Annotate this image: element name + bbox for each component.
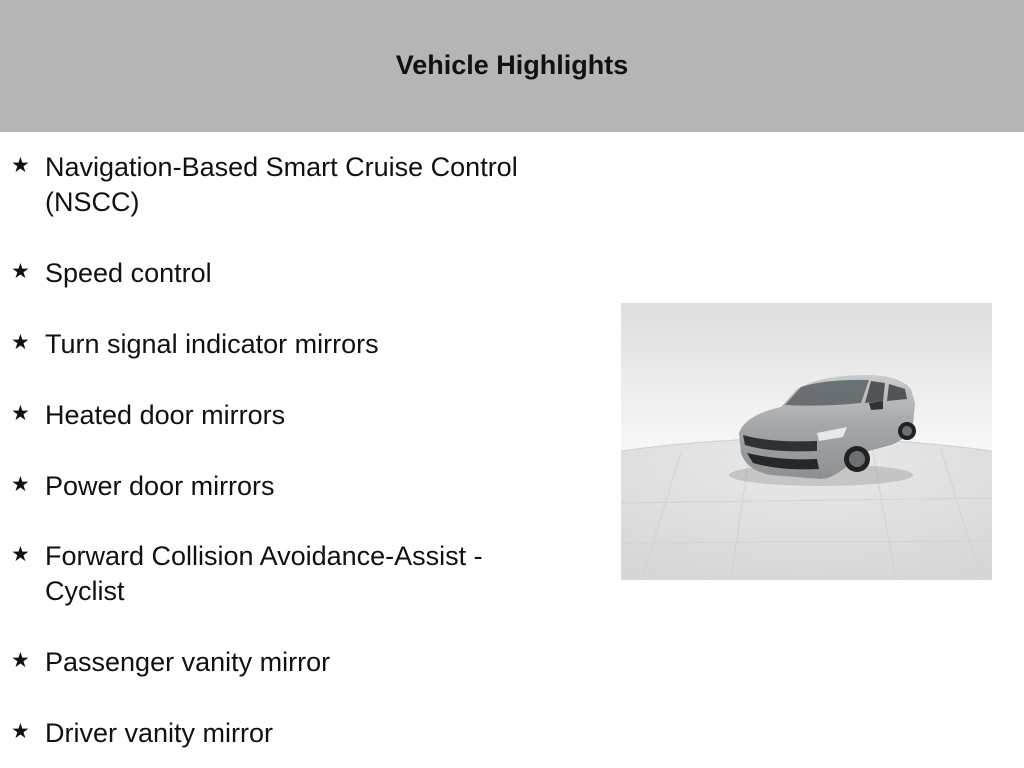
star-icon: ★ xyxy=(11,402,30,425)
feature-item xyxy=(0,716,560,751)
vehicle-image xyxy=(621,303,992,580)
feature-label: Power door mirrors xyxy=(45,471,275,501)
feature-item xyxy=(0,150,560,220)
feature-item xyxy=(0,256,560,291)
feature-label: Speed control xyxy=(45,258,212,288)
header-bar xyxy=(0,0,1024,132)
vehicle-photo xyxy=(621,303,992,580)
star-icon: ★ xyxy=(11,331,30,354)
star-icon: ★ xyxy=(11,473,30,496)
star-icon: ★ xyxy=(11,720,30,743)
feature-item xyxy=(0,327,560,362)
star-icon: ★ xyxy=(11,649,30,672)
feature-label: Forward Collision Avoidance-Assist - Cyclist xyxy=(45,541,483,606)
feature-label: Turn signal indicator mirrors xyxy=(45,329,379,359)
feature-label: Navigation-Based Smart Cruise Control (NSCC) xyxy=(45,152,518,217)
feature-item xyxy=(0,539,560,609)
star-icon: ★ xyxy=(11,260,30,283)
feature-item xyxy=(0,469,560,504)
feature-label: Heated door mirrors xyxy=(45,400,286,430)
page-title: Vehicle Highlights xyxy=(395,49,629,80)
feature-label: Passenger vanity mirror xyxy=(45,647,331,677)
star-icon: ★ xyxy=(11,543,30,566)
star-icon: ★ xyxy=(11,154,30,177)
feature-item xyxy=(0,398,560,433)
feature-label: Driver vanity mirror xyxy=(45,718,274,748)
feature-item xyxy=(0,645,560,680)
